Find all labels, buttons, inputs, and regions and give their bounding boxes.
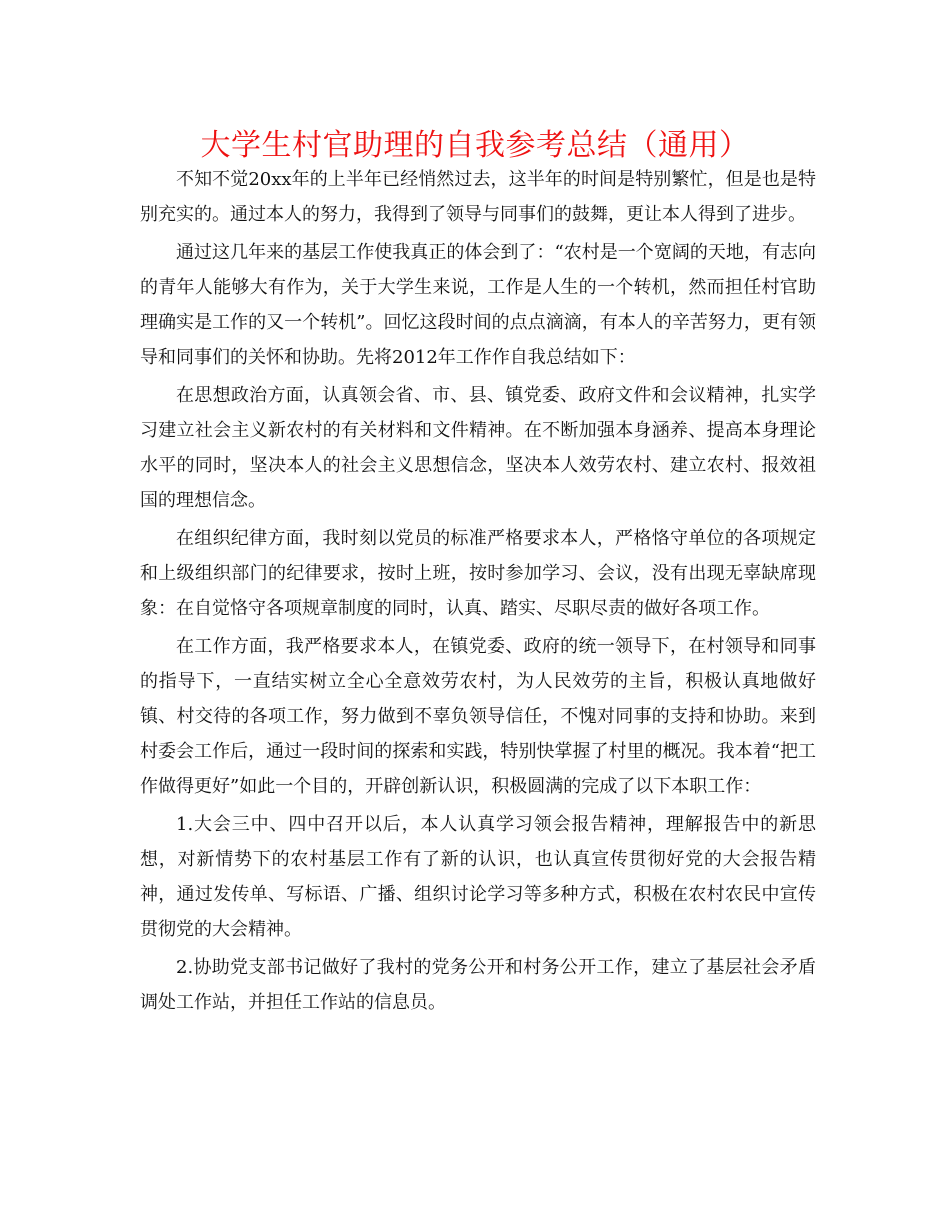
paragraph: 1.大会三中、四中召开以后，本人认真学习领会报告精神，理解报告中的新思想，对新情势下的农村基层工作有了新的认识，也认真宣传贯彻好党的大会报告精神，通过发传单、写标语、广播、组织讨论学习等多种方式，积极在农村农民中宣传贯彻党的大会精神。: [140, 814, 816, 940]
paragraph: 通过这几年来的基层工作使我真正的体会到了：“农村是一个宽阔的天地，有志向的青年人能够大有作为，关于大学生来说，工作是人生的一个转机，然而担任村官助理确实是工作的又一个转机”。回忆这段时间的点点滴滴，有本人的辛苦努力，更有领导和同事们的关怀和协助。先将2012年工作作自我总结如下：: [140, 242, 816, 368]
paragraph: 2.协助党支部书记做好了我村的党务公开和村务公开工作，建立了基层社会矛盾调处工作站，并担任工作站的信息员。: [140, 957, 816, 1013]
document-title: 大学生村官助理的自我参考总结（通用）: [200, 128, 750, 163]
paragraph: 不知不觉20xx年的上半年已经悄然过去，这半年的时间是特别繁忙，但是也是特别充实的。通过本人的努力，我得到了领导与同事们的鼓舞，更让本人得到了进步。: [140, 169, 816, 225]
document-body: [140, 162, 816, 1023]
paragraph: 在思想政治方面，认真领会省、市、县、镇党委、政府文件和会议精神，扎实学习建立社会主义新农村的有关材料和文件精神。在不断加强本身涵养、提高本身理论水平的同时，坚决本人的社会主义思想信念，坚决本人效劳农村、建立农村、报效祖国的理想信念。: [140, 385, 816, 511]
paragraph: 在工作方面，我严格要求本人，在镇党委、政府的统一领导下，在村领导和同事的指导下，一直结实树立全心全意效劳农村，为人民效劳的主旨，积极认真地做好镇、村交待的各项工作，努力做到不辜负领导信任，不愧对同事的支持和协助。来到村委会工作后，通过一段时间的探索和实践，特别快掌握了村里的概况。我本着“把工作做得更好”如此一个目的，开辟创新认识，积极圆满的完成了以下本职工作：: [140, 636, 816, 797]
paragraph: 在组织纪律方面，我时刻以党员的标准严格要求本人，严格恪守单位的各项规定和上级组织部门的纪律要求，按时上班，按时参加学习、会议，没有出现无辜缺席现象：在自觉恪守各项规章制度的同时，认真、踏实、尽职尽责的做好各项工作。: [140, 528, 816, 619]
